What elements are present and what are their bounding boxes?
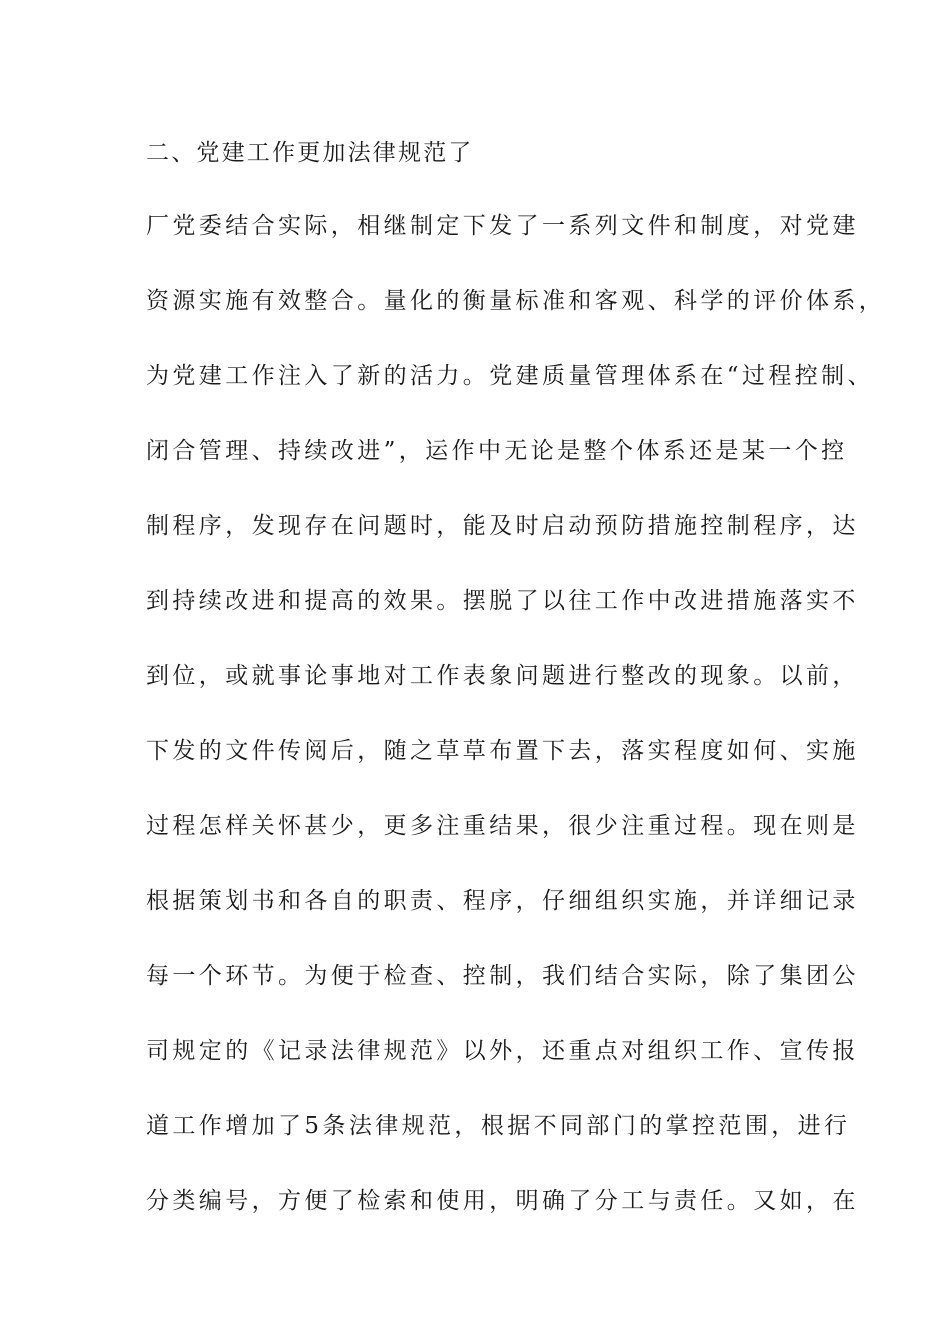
paragraph-line: 每一个环节。为便于检查、控制，我们结合实际，除了集团公 — [146, 963, 859, 989]
paragraph-line: 分类编号，方便了检索和使用，明确了分工与责任。又如，在 — [146, 1188, 859, 1214]
paragraph-line: 道工作增加了5条法律规范，根据不同部门的掌控范围，进行 — [146, 1113, 851, 1139]
paragraph-line: 厂党委结合实际，相继制定下发了一系列文件和制度，对党建 — [146, 213, 859, 239]
paragraph-line: 闭合管理、持续改进”，运作中无论是整个体系还是某一个控 — [146, 438, 848, 464]
paragraph-line: 根据策划书和各自的职责、程序，仔细组织实施，并详细记录 — [146, 888, 859, 914]
paragraph-line: 制程序，发现存在问题时，能及时启动预防措施控制程序，达 — [146, 513, 859, 539]
paragraph-line: 到持续改进和提高的效果。摆脱了以往工作中改进措施落实不 — [146, 588, 859, 614]
paragraph-line: 资源实施有效整合。量化的衡量标准和客观、科学的评价体系， — [146, 288, 886, 314]
paragraph-line: 到位，或就事论事地对工作表象问题进行整改的现象。以前， — [146, 663, 859, 689]
section-heading: 二、党建工作更加法律规范了 — [146, 140, 474, 166]
paragraph-line: 下发的文件传阅后，随之草草布置下去，落实程度如何、实施 — [146, 738, 859, 764]
paragraph-line: 司规定的《记录法律规范》以外，还重点对组织工作、宣传报 — [146, 1038, 859, 1064]
paragraph-line: 过程怎样关怀甚少，更多注重结果，很少注重过程。现在则是 — [146, 813, 859, 839]
paragraph-line: 为党建工作注入了新的活力。党建质量管理体系在“过程控制、 — [146, 363, 874, 389]
